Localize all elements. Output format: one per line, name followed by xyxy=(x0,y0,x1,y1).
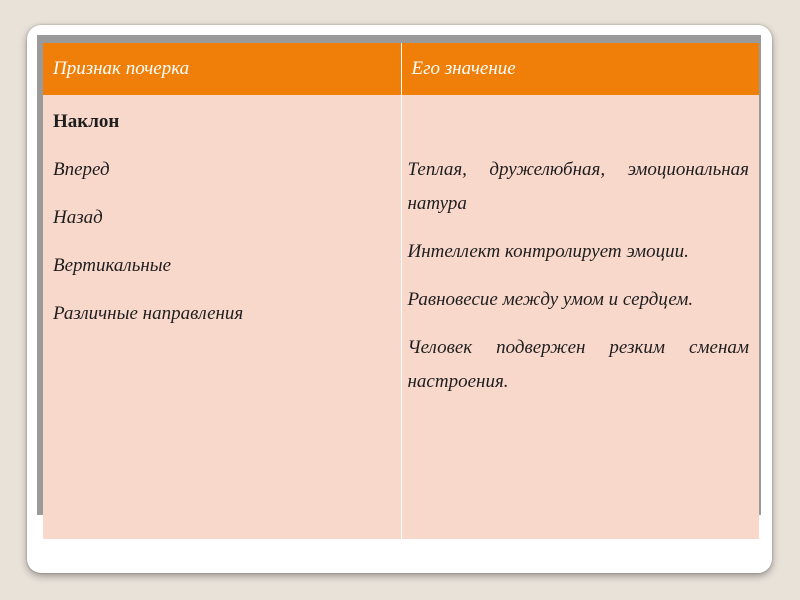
handwriting-table xyxy=(43,43,759,539)
table-row xyxy=(43,95,759,539)
header-meaning: Его значение xyxy=(401,43,759,95)
trait-item-vertical: Вертикальные xyxy=(53,255,172,276)
meaning-cell xyxy=(401,95,759,539)
trait-heading: Наклон xyxy=(53,111,120,132)
trait-item-backward: Назад xyxy=(53,207,103,228)
table-header-row xyxy=(43,43,759,95)
meaning-item-mood: Человек подвержен резким сменам настроения. xyxy=(407,337,749,392)
meaning-item-intellect: Интеллект контролирует эмоции. xyxy=(407,241,689,262)
trait-item-various: Различные направления xyxy=(53,303,244,324)
header-trait: Признак почерка xyxy=(43,43,401,95)
trait-cell xyxy=(43,95,401,539)
meaning-item-balance: Равновесие между умом и сердцем. xyxy=(407,289,694,310)
trait-item-forward: Вперед xyxy=(53,159,110,180)
meaning-item-warm: Теплая, дружелюбная, эмоциональная натура xyxy=(407,159,749,214)
